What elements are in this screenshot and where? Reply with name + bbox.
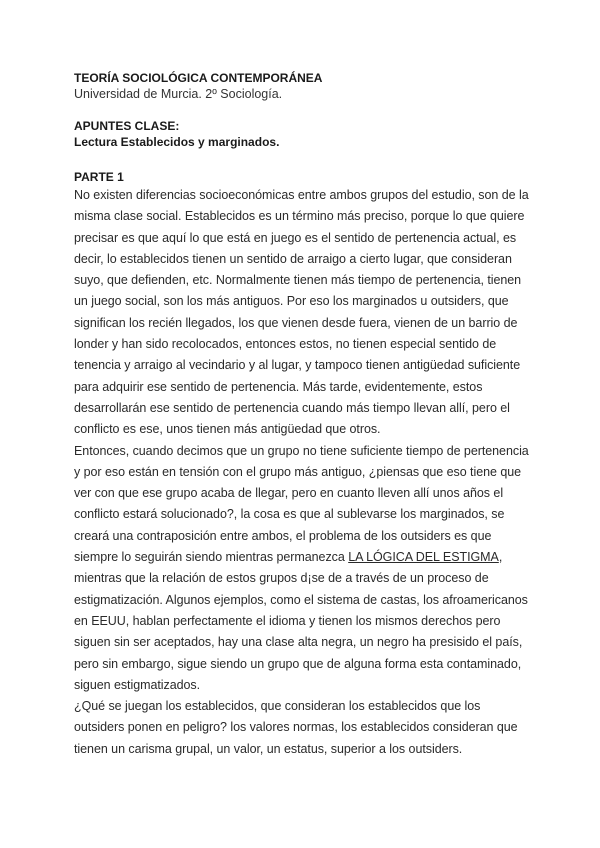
paragraph-2-start: Entonces, cuando decimos que un grupo no tiene suficiente tiempo de pertenencia y por eso están en tensión con el grupo más antiguo, ¿piensas que eso tiene que ver con que ese grupo acaba de llegar, pero en cuanto lleven allí unos años el conflicto estará solucionado?, la cosa es que al sublevarse los marginados, se creará una contraposición entre ambos, el problema de los outsiders es que siempre lo seguirán siendo mientras permanezca xyxy=(74,443,529,565)
paragraph-3: ¿Qué se juegan los establecidos, que consideran los establecidos que los outsiders ponen en peligro? los valores normas, los establecidos consideran que tienen un carisma grupal, un valor, un estatus, superior a los outsiders. xyxy=(74,699,518,756)
paragraph-2-end: , mientras que la relación de estos grupos d¡se de a través de un proceso de estigmatización. Algunos ejemplos, como el sistema de castas, los afroamericanos en EEUU, hablan perfectamente el idioma y tienen los mismos derechos pero siguen sin ser aceptados, hay una clase alta negra, un negro ha presisido el país, pero sin embargo, sigue siendo un grupo que de alguna forma esta contaminado, siguen estigmatizados. xyxy=(74,550,528,692)
document-content xyxy=(74,70,534,760)
spacer xyxy=(74,102,534,118)
course-title: TEORÍA SOCIOLÓGICA CONTEMPORÁNEA xyxy=(74,71,323,85)
spacer xyxy=(74,150,534,166)
university-line: Universidad de Murcia. 2º Sociología. xyxy=(74,87,283,101)
notes-label: APUNTES CLASE: xyxy=(74,119,180,133)
stigma-logic-underlined: LA LÓGICA DEL ESTIGMA xyxy=(348,550,499,565)
paragraph-2 xyxy=(74,441,534,697)
reading-title: Lectura Establecidos y marginados. xyxy=(74,135,280,149)
part-title: PARTE 1 xyxy=(74,170,124,184)
paragraph-1: No existen diferencias socioeconómicas entre ambos grupos del estudio, son de la misma clase social. Establecidos es un término más preciso, porque lo que quiere precisar es que aquí lo que está en juego es el sentido de pertenencia actual, es decir, lo establecidos tienen un sentido de arraigo a cierto lugar, que consideran suyo, que defienden, etc. Normalmente tienen más tiempo de pertenencia, tienen un juego social, son los más antiguos. Por eso los marginados u outsiders, que significan los recién llegados, los que vienen desde fuera, vienen de un barrio de londer y han sido recolocados, entonces estos, no tienen especial sentido de tenencia y arraigo al vecindario y al lugar, y tampoco tienen antigüedad suficiente para adquirir ese sentido de pertenencia. Más tarde, evidentemente, estos desarrollarán ese sentido de pertenencia cuando más tiempo llevan allí, pero el conflicto es ese, unos tienen más antigüedad que otros. xyxy=(74,188,529,437)
